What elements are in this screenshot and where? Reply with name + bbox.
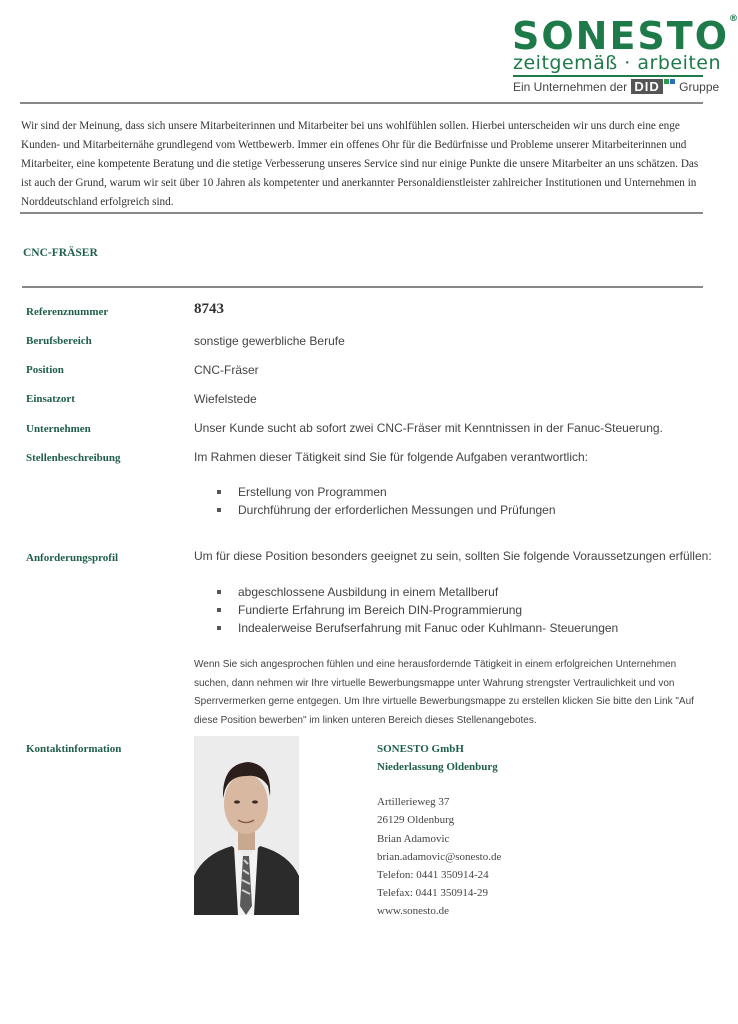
label-company: Unternehmen bbox=[26, 423, 91, 435]
contact-city: 26129 Oldenburg bbox=[377, 814, 455, 826]
label-contact: Kontaktinformation bbox=[26, 743, 122, 755]
label-position: Position bbox=[26, 364, 64, 376]
contact-fax: Telefax: 0441 350914-29 bbox=[377, 887, 489, 899]
contact-email[interactable]: brian.adamovic@sonesto.de bbox=[377, 851, 502, 863]
logo-brand: SONESTO® bbox=[512, 14, 738, 58]
contact-street: Artillerieweg 37 bbox=[377, 796, 450, 808]
list-item: Durchführung der erforderlichen Messungen und Prüfungen bbox=[214, 501, 556, 519]
list-item: Erstellung von Programmen bbox=[214, 483, 556, 501]
requirements-list bbox=[214, 583, 618, 637]
reference-number: 8743 bbox=[194, 301, 224, 317]
label-location: Einsatzort bbox=[26, 393, 75, 405]
requirements-intro: Um für diese Position besonders geeignet zu sein, sollten Sie folgende Voraussetzungen erfüllen: bbox=[194, 549, 712, 563]
contact-website[interactable]: www.sonesto.de bbox=[377, 905, 449, 917]
company-description: Unser Kunde sucht ab sofort zwei CNC-Fräser mit Kenntnissen in der Fanuc-Steuerung. bbox=[194, 421, 663, 435]
job-description-intro: Im Rahmen dieser Tätigkeit sind Sie für folgende Aufgaben verantwortlich: bbox=[194, 450, 588, 464]
list-item: Indealerweise Berufserfahrung mit Fanuc oder Kuhlmann- Steuerungen bbox=[214, 619, 618, 637]
task-list bbox=[214, 483, 556, 519]
logo-slogan: zeitgemäß · arbeiten bbox=[513, 52, 722, 74]
job-title: CNC-FRÄSER bbox=[23, 247, 98, 259]
contact-photo bbox=[194, 736, 299, 915]
list-item: Fundierte Erfahrung im Bereich DIN-Programmierung bbox=[214, 601, 618, 619]
job-area: sonstige gewerbliche Berufe bbox=[194, 334, 345, 348]
divider-top bbox=[20, 102, 703, 104]
application-note: Wenn Sie sich angesprochen fühlen und eine herausfordernde Tätigkeit in einem erfolgreichen Unternehmen suchen, dann nehmen wir Ihre virtuelle Bewerbungsmappe unter Wahrung strengster Vertraulichkeit und von Sperrvermerken gerne entgegen. Um Ihre virtuelle Bewerbungsmappe zu erstellen klicken Sie bitte den Link "Auf diese Position bewerben" im linken unteren Bereich dieses Stellenangebotes. bbox=[194, 659, 694, 726]
list-item: abgeschlossene Ausbildung in einem Metallberuf bbox=[214, 583, 618, 601]
position: CNC-Fräser bbox=[194, 363, 259, 377]
label-requirements: Anforderungsprofil bbox=[26, 552, 119, 564]
contact-branch: Niederlassung Oldenburg bbox=[377, 761, 498, 773]
contact-person: Brian Adamovic bbox=[377, 833, 450, 845]
label-job-description: Stellenbeschreibung bbox=[26, 452, 121, 464]
label-job-area: Berufsbereich bbox=[26, 335, 92, 347]
logo-divider bbox=[513, 75, 703, 77]
label-reference-number: Referenznummer bbox=[26, 306, 109, 318]
divider-intro bbox=[20, 212, 703, 214]
logo-tagline: Ein Unternehmen der DID Gruppe bbox=[513, 79, 720, 94]
contact-company: SONESTO GmbH bbox=[377, 743, 464, 755]
intro-text: Wir sind der Meinung, dass sich unsere Mitarbeiterinnen und Mitarbeiter bei uns wohlfühlen sollen. Hierbei unterscheiden wir uns durch eine enge Kunden- und Mitarbeiternähe grundlegend vom Wettbewerb. Immer ein offenes Ohr für die Bedürfnisse und Probleme unserer Mitarbeiterinnen und Mitarbeiter, eine kompetente Beratung und die stetige Verbesserung unseres Service sind nur einige Punkte die unsere Mitarbeiter an uns schätzen. Das ist auch der Grund, warum wir seit über 10 Jahren als kompetenter und anerkannter Personaldienstleister zahlreicher Institutionen und Unternehmen in Norddeutschland erfolgreich sind. bbox=[21, 120, 699, 208]
divider-job bbox=[22, 286, 703, 288]
contact-phone: Telefon: 0441 350914-24 bbox=[377, 869, 489, 881]
location: Wiefelstede bbox=[194, 392, 257, 406]
